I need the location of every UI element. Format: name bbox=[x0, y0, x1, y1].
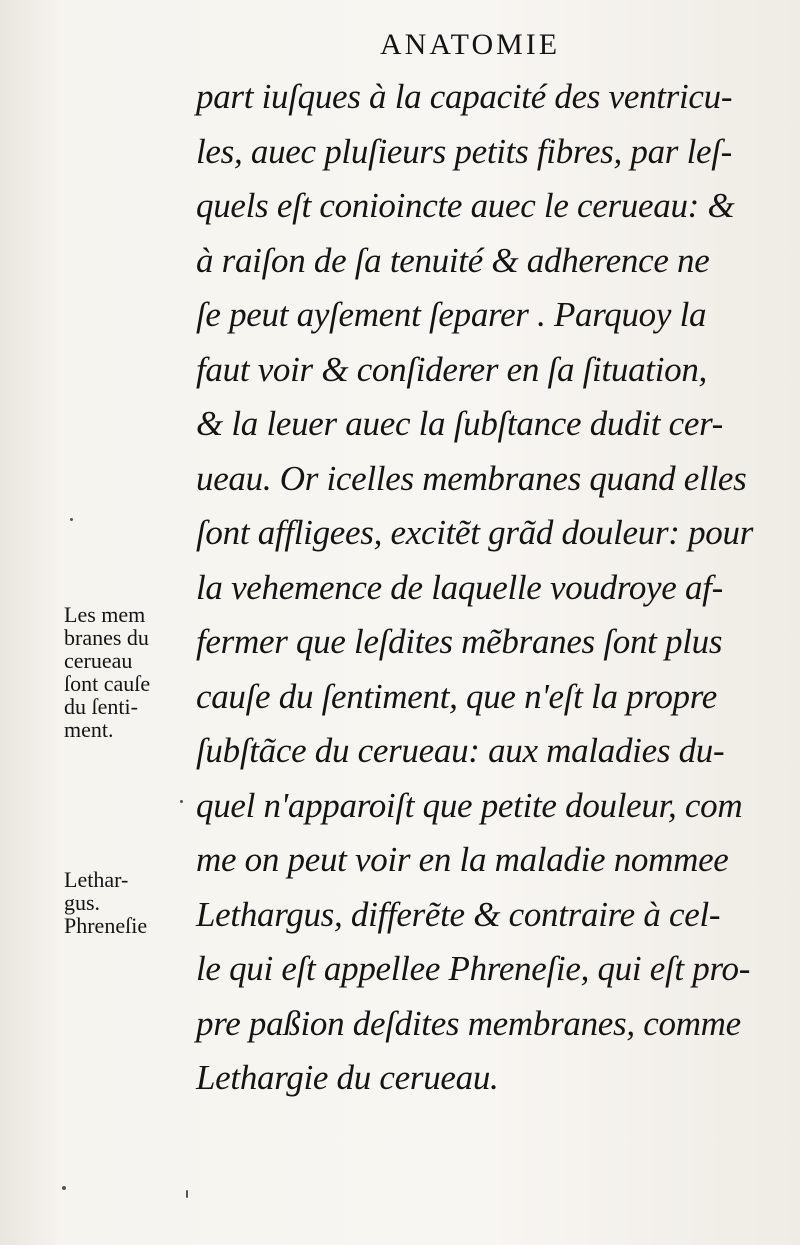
ink-speck bbox=[62, 1186, 66, 1190]
margin-note-line: du ſenti- bbox=[64, 694, 138, 719]
text-line: & la leuer auec la ſubſtance dudit cer- bbox=[196, 404, 724, 443]
text-line: quels eſt conioincte auec le cerueau: & bbox=[196, 186, 735, 225]
margin-note-line: ment. bbox=[64, 717, 114, 742]
text-line: fermer que leſdites mẽbranes ſont plus bbox=[196, 622, 723, 661]
main-text bbox=[196, 70, 796, 1106]
text-line: ſe peut ayſement ſeparer . Parquoy la bbox=[196, 295, 707, 334]
margin-note-line: Les mem bbox=[64, 602, 146, 627]
margin-note-line: Lethar- bbox=[64, 867, 129, 892]
text-line: le qui eſt appellee Phreneſie, qui eſt pro- bbox=[196, 949, 751, 988]
text-line: part iuſques à la capacité des ventricu- bbox=[196, 77, 733, 116]
text-line: Lethargie du cerueau. bbox=[196, 1058, 499, 1097]
ink-speck bbox=[186, 1190, 188, 1198]
margin-note-lethargus bbox=[64, 868, 200, 937]
text-line: les, auec pluſieurs petits fibres, par leſ- bbox=[196, 131, 733, 171]
margin-note-membranes bbox=[64, 603, 200, 741]
text-line: cauſe du ſentiment, que n'eſt la propre bbox=[196, 676, 717, 716]
text-line: la vehemence de laquelle voudroye af- bbox=[196, 567, 723, 607]
ink-speck bbox=[70, 518, 73, 521]
margin-note-line: branes du bbox=[64, 625, 149, 650]
text-line: faut voir & conſiderer en ſa ſituation, bbox=[196, 349, 707, 389]
ink-speck bbox=[180, 800, 183, 803]
margin-note-line: cerueau bbox=[64, 648, 133, 673]
margin-note-line: Phreneſie bbox=[64, 913, 148, 938]
text-line: pre paßion deſdites membranes, comme bbox=[196, 1003, 741, 1043]
text-line: ueau. Or icelles membranes quand elles bbox=[196, 458, 747, 498]
text-line: ſubſtãce du cerueau: aux maladies du- bbox=[196, 731, 725, 770]
text-line: quel n'apparoiſt que petite douleur, com bbox=[196, 785, 743, 825]
text-line: me on peut voir en la maladie nommee bbox=[196, 840, 729, 879]
text-line: ſont affligees, excitẽt grãd douleur: pour bbox=[196, 513, 754, 552]
margin-note-line: gus. bbox=[64, 890, 101, 915]
text-line: à raiſon de ſa tenuité & adherence ne bbox=[196, 240, 710, 280]
running-header: ANATOMIE bbox=[380, 28, 561, 61]
text-line: Lethargus, differẽte & contraire à cel- bbox=[196, 894, 721, 934]
margin-note-line: ſont cauſe bbox=[64, 671, 151, 696]
